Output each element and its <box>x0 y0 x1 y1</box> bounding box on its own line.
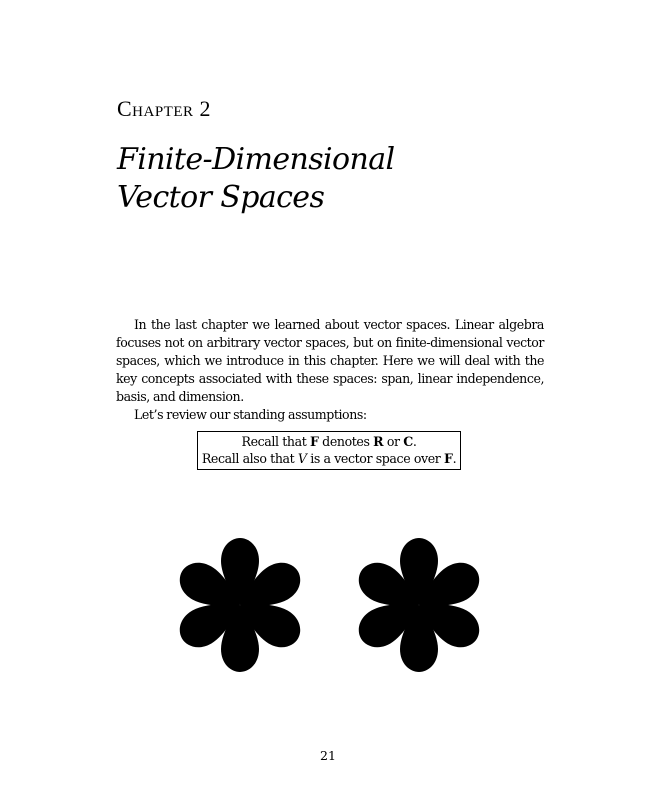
ornament-pair <box>178 535 482 675</box>
symbol-C: C <box>403 434 413 449</box>
assumptions-intro-paragraph: Let’s review our standing assumptions: <box>134 407 367 422</box>
chapter-label: Chapter 2 <box>117 96 212 121</box>
chapter-title <box>117 141 395 217</box>
symbol-R: R <box>373 434 384 449</box>
intro-paragraph: In the last chapter we learned about vector spaces. Linear algebra focuses not on arbitrary vector spaces, but on finite-dimensional vector spaces, which we introduce in this chapter. Here we will deal with the key concepts associated with these spaces: span, linear independence, basis, and dimension. <box>116 317 544 404</box>
six-petal-asterisk-icon <box>351 538 482 672</box>
symbol-V: V <box>297 451 307 466</box>
symbol-F: F <box>310 434 319 449</box>
page-number: 21 <box>320 748 336 763</box>
assumption-line-field: Recall that F denotes R or C. <box>241 434 417 449</box>
six-petal-asterisk-icon <box>178 538 308 672</box>
chapter-title-line-2: Vector Spaces <box>117 180 325 215</box>
assumption-line-vector-space: Recall also that V is a vector space over F. <box>201 451 457 466</box>
standing-assumptions-box <box>197 431 461 470</box>
symbol-F: F <box>444 451 453 466</box>
chapter-title-line-1: Finite-Dimensional <box>117 142 395 177</box>
chapter-introduction <box>116 316 544 424</box>
